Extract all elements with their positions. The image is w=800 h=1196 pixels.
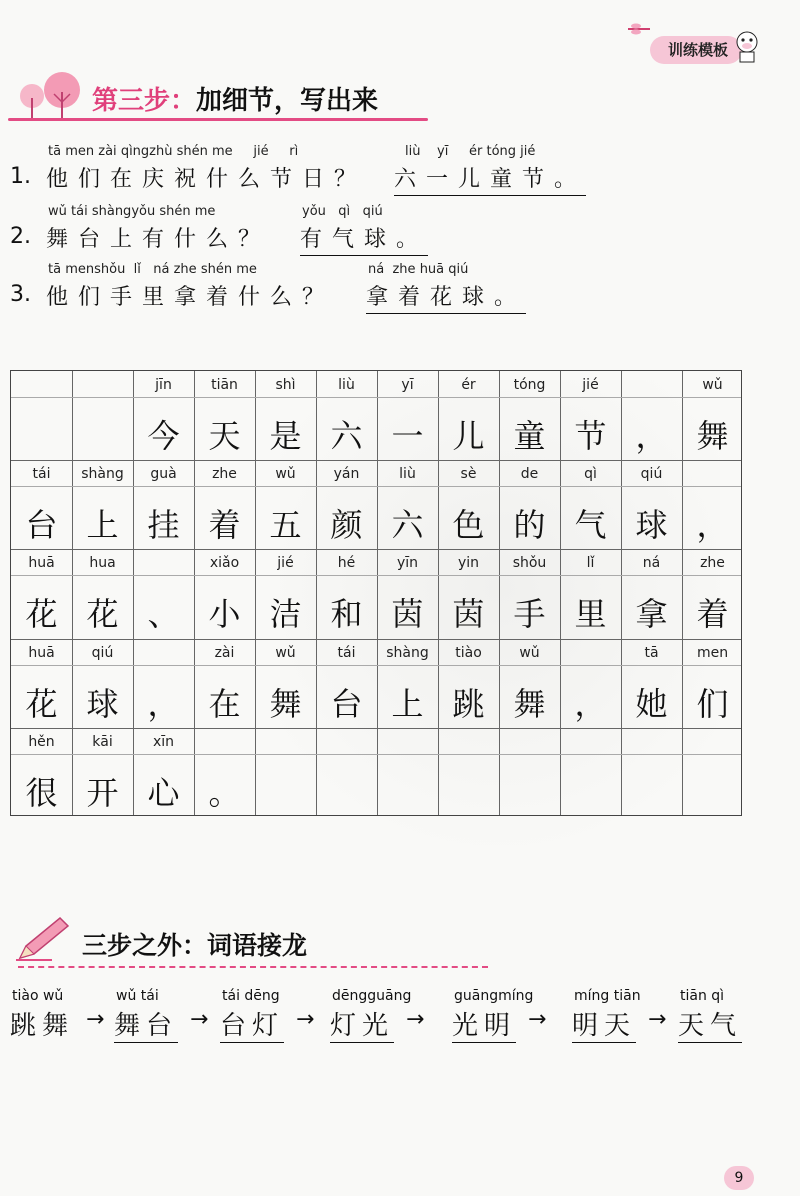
- section-title-text: 加细节，写出来: [196, 86, 379, 116]
- grid-cell-character: ，: [147, 684, 180, 723]
- grid-cell-pinyin: qì: [584, 466, 597, 483]
- grid-cell-pinyin: qiú: [640, 466, 663, 483]
- grid-cell-pinyin: tiào: [455, 644, 482, 661]
- answer-text: 六一儿童节。: [394, 162, 586, 196]
- chain-pinyin: guāngmíng: [454, 988, 534, 1004]
- chain-pinyin: tái dēng: [222, 988, 280, 1004]
- grid-cell-character: 小: [208, 595, 241, 634]
- grid-cell-pinyin: hua: [89, 555, 116, 572]
- grid-cell-pinyin: liù: [338, 377, 355, 393]
- grid-cell-character: 在: [208, 684, 241, 723]
- grid-cell-pinyin: huā: [28, 644, 55, 661]
- answer-pinyin: liù yī ér tóng jié: [405, 144, 536, 159]
- grid-cell-pinyin: tái: [337, 644, 356, 661]
- step-label: 第三步：: [92, 86, 197, 116]
- grid-cell-pinyin: jié: [277, 555, 294, 572]
- template-badge: 训练模板: [650, 36, 742, 64]
- chain-word: 天气: [678, 1005, 742, 1043]
- pinyin-guide-line: [11, 397, 741, 398]
- grid-cell-pinyin: xīn: [152, 733, 175, 750]
- pinyin-guide-line: [11, 486, 741, 487]
- chain-word: 灯光: [330, 1005, 394, 1043]
- question-text: 他们在庆祝什么节日？: [46, 167, 367, 192]
- arrow-icon: →: [86, 1007, 105, 1032]
- question-pinyin: tā men zài qìngzhù shén me jié rì: [48, 144, 299, 159]
- grid-cell-pinyin: yin: [457, 555, 480, 572]
- grid-cell-pinyin: tā: [644, 644, 659, 661]
- grid-cell-character: 六: [391, 506, 424, 545]
- grid-cell-character: 。: [208, 773, 241, 812]
- grid-cell-character: 舞: [513, 684, 546, 723]
- chain-word: 舞台: [114, 1005, 178, 1043]
- grid-cell-pinyin: hěn: [28, 733, 55, 750]
- grid-cell-pinyin: tóng: [513, 377, 546, 393]
- grid-cell-character: 、: [147, 595, 180, 634]
- grid-cell-pinyin: yī: [401, 377, 414, 393]
- grid-cell-pinyin: yīn: [396, 555, 419, 572]
- arrow-icon: →: [190, 1007, 209, 1032]
- grid-cell-pinyin: wǔ: [275, 466, 296, 483]
- grid-cell-character: 是: [269, 417, 302, 455]
- grid-cell-pinyin: shì: [275, 377, 296, 393]
- dragonfly-icon: [626, 22, 652, 36]
- pinyin-guide-line: [11, 665, 741, 666]
- question-number: 2.: [10, 224, 31, 249]
- chain-pinyin: míng tiān: [574, 988, 641, 1004]
- question-number: 3.: [10, 282, 31, 307]
- grid-cell-pinyin: sè: [460, 466, 477, 483]
- chain-word: 台灯: [220, 1005, 284, 1043]
- grid-cell-character: 上: [86, 506, 119, 545]
- grid-cell-character: 挂: [147, 506, 180, 545]
- grid-cell-character: 台: [25, 506, 58, 545]
- grid-row-line: [11, 639, 741, 640]
- chain-word: 跳舞: [10, 1011, 75, 1041]
- grid-cell-character: 跳: [452, 684, 485, 723]
- grid-cell-character: 天: [208, 417, 241, 455]
- grid-cell-character: 她: [635, 684, 668, 723]
- grid-cell-character: 花: [25, 595, 58, 634]
- section-title-chain: 三步之外：词语接龙: [82, 931, 308, 960]
- grid-cell-character: 今: [147, 417, 180, 455]
- grid-cell-character: 手: [513, 595, 546, 634]
- grid-cell-character: 球: [86, 684, 119, 723]
- grid-cell-pinyin: lǐ: [586, 555, 595, 572]
- grid-cell-character: 里: [574, 595, 607, 634]
- section-header-step3: [8, 70, 548, 126]
- grid-cell-character: 和: [330, 595, 363, 634]
- question-pinyin: tā menshǒu lǐ ná zhe shén me: [48, 262, 257, 277]
- grid-cell-character: ，: [574, 684, 607, 723]
- grid-cell-pinyin: zài: [214, 644, 235, 661]
- pinyin-guide-line: [11, 754, 741, 755]
- answer-pinyin: yǒu qì qiú: [302, 204, 383, 219]
- grid-cell-pinyin: men: [696, 644, 729, 661]
- arrow-icon: →: [406, 1007, 425, 1032]
- grid-cell-pinyin: zhe: [700, 555, 725, 572]
- chain-word: 光明: [452, 1005, 516, 1043]
- grid-cell-character: 色: [452, 506, 485, 545]
- page-number: 9: [724, 1166, 754, 1190]
- grid-cell-character: ，: [635, 417, 668, 455]
- grid-cell-character: 的: [513, 506, 546, 545]
- grid-cell-character: 们: [696, 684, 729, 723]
- grid-cell-character: 舞: [696, 417, 729, 455]
- grid-cell-character: 着: [696, 595, 729, 634]
- grid-cell-pinyin: yán: [333, 466, 360, 483]
- grid-cell-character: ，: [696, 506, 729, 545]
- grid-cell-character: 颜: [330, 506, 363, 545]
- grid-cell-character: 气: [574, 506, 607, 545]
- chain-pinyin: dēngguāng: [332, 988, 412, 1004]
- grid-cell-character: 茵: [391, 595, 424, 634]
- grid-cell-pinyin: ér: [461, 377, 476, 393]
- chain-word: 明天: [572, 1005, 636, 1043]
- grid-row-line: [11, 549, 741, 550]
- question-number: 1.: [10, 164, 31, 189]
- answer-pinyin: ná zhe huā qiú: [368, 262, 469, 277]
- grid-cell-pinyin: shàng: [386, 644, 429, 661]
- grid-cell-pinyin: qiú: [91, 644, 114, 661]
- grid-cell-pinyin: wǔ: [275, 644, 296, 661]
- grid-cell-character: 台: [330, 684, 363, 723]
- grid-cell-pinyin: zhe: [212, 466, 237, 483]
- header-dashed-line: [18, 966, 488, 968]
- cow-mascot-icon: [734, 28, 760, 64]
- grid-cell-character: 节: [574, 417, 607, 455]
- grid-cell-pinyin: jié: [582, 377, 599, 393]
- grid-cell-pinyin: kāi: [92, 733, 113, 750]
- grid-cell-character: 五: [269, 506, 302, 545]
- grid-row-line: [11, 460, 741, 461]
- arrow-icon: →: [296, 1007, 315, 1032]
- tree-icon: [12, 68, 92, 122]
- grid-cell-pinyin: hé: [337, 555, 356, 572]
- grid-cell-character: 儿: [452, 417, 485, 455]
- grid-cell-pinyin: shàng: [81, 466, 124, 483]
- chain-pinyin: wǔ tái: [116, 988, 159, 1004]
- grid-cell-character: 着: [208, 506, 241, 545]
- grid-cell-pinyin: tiān: [211, 377, 238, 393]
- grid-cell-character: 六: [330, 417, 363, 455]
- grid-cell-character: 一: [391, 417, 424, 455]
- grid-cell-character: 洁: [269, 595, 302, 634]
- grid-cell-pinyin: huā: [28, 555, 55, 572]
- grid-cell-character: 茵: [452, 595, 485, 634]
- grid-cell-pinyin: shǒu: [512, 555, 547, 572]
- grid-cell-pinyin: de: [520, 466, 539, 483]
- grid-cell-pinyin: liù: [399, 466, 416, 483]
- grid-cell-character: 很: [25, 773, 58, 812]
- section-title: [92, 80, 378, 117]
- answer-text: 拿着花球。: [366, 280, 526, 314]
- grid-cell-character: 花: [25, 684, 58, 723]
- grid-cell-character: 球: [635, 506, 668, 545]
- grid-cell-character: 花: [86, 595, 119, 634]
- grid-cell-pinyin: guà: [150, 466, 177, 483]
- grid-cell-character: 舞: [269, 684, 302, 723]
- header-underline: [8, 118, 428, 121]
- grid-cell-character: 心: [147, 773, 180, 812]
- grid-cell-character: 上: [391, 684, 424, 723]
- pencil-icon: [12, 912, 72, 964]
- grid-cell-character: 开: [86, 773, 119, 812]
- answer-text: 有气球。: [300, 222, 428, 256]
- arrow-icon: →: [648, 1007, 667, 1032]
- question-pinyin: wǔ tái shàngyǒu shén me: [48, 204, 216, 219]
- grid-cell-pinyin: tái: [32, 466, 51, 483]
- pinyin-guide-line: [11, 575, 741, 576]
- grid-cell-pinyin: wǔ: [519, 644, 540, 661]
- chain-pinyin: tiào wǔ: [12, 988, 64, 1004]
- arrow-icon: →: [528, 1007, 547, 1032]
- grid-cell-pinyin: ná: [642, 555, 661, 572]
- grid-cell-character: 拿: [635, 595, 668, 634]
- question-text: 舞台上有什么？: [46, 227, 271, 252]
- grid-cell-character: 童: [513, 417, 546, 455]
- chain-pinyin: tiān qì: [680, 988, 725, 1004]
- grid-row-line: [11, 728, 741, 729]
- grid-cell-pinyin: xiǎo: [209, 555, 240, 572]
- question-text: 他们手里拿着什么？: [46, 285, 335, 310]
- writing-grid: [10, 370, 742, 816]
- grid-cell-pinyin: jīn: [155, 377, 172, 393]
- grid-cell-pinyin: wǔ: [702, 377, 723, 393]
